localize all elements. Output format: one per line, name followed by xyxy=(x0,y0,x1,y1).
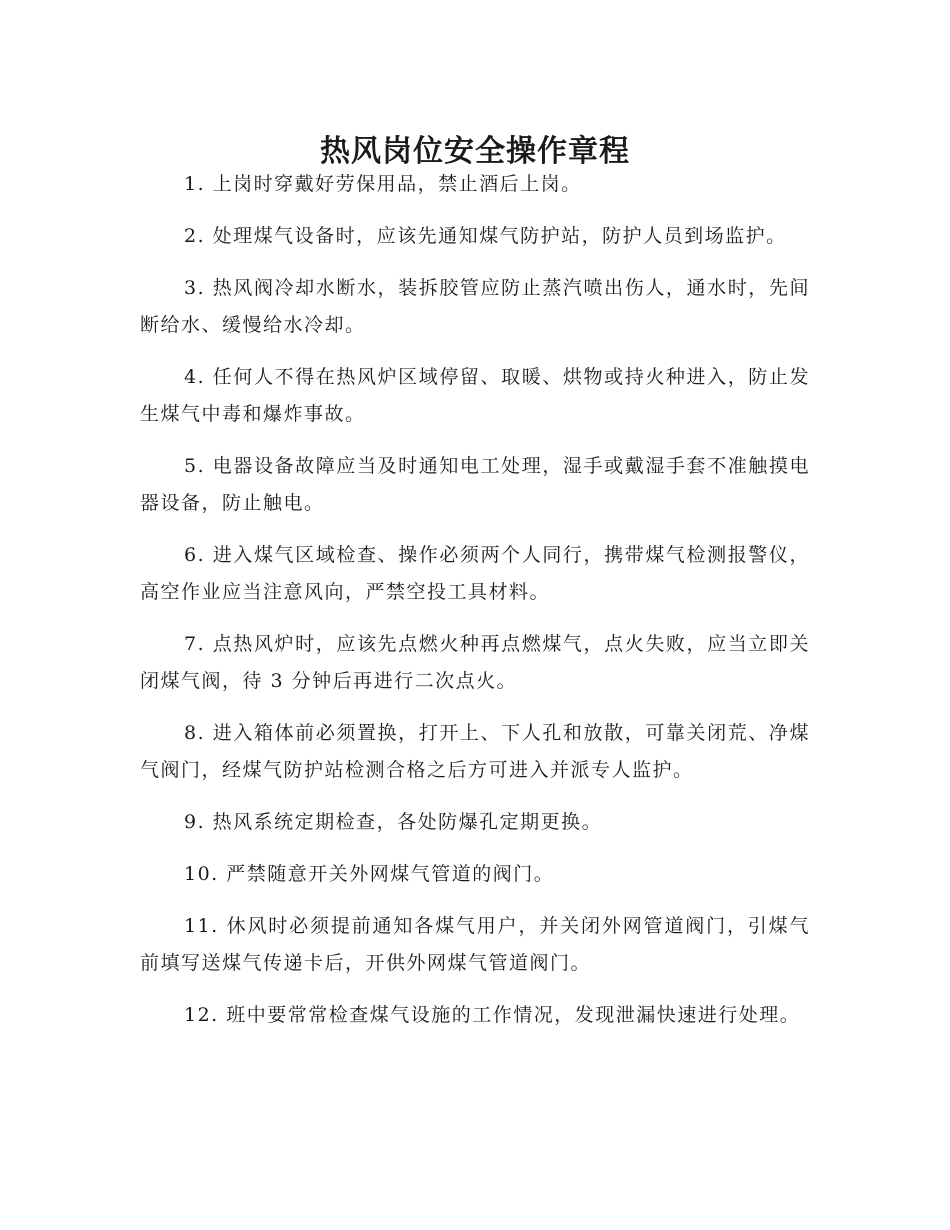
paragraph-4: 4. 任何人不得在热风炉区域停留、取暖、烘物或持火种进入，防止发生煤气中毒和爆炸事故。 xyxy=(140,366,810,425)
paragraph-1: 1. 上岗时穿戴好劳保用品，禁止酒后上岗。 xyxy=(184,173,582,195)
paragraph-8: 8. 进入箱体前必须置换，打开上、下人孔和放散，可靠关闭荒、净煤气阀门，经煤气防护站检测合格之后方可进入并派专人监护。 xyxy=(140,722,810,781)
paragraph-11: 11. 休风时必须提前通知各煤气用户，并关闭外网管道阀门，引煤气前填写送煤气传递卡后，开供外网煤气管道阀门。 xyxy=(140,915,810,974)
paragraph-6: 6. 进入煤气区域检查、操作必须两个人同行，携带煤气检测报警仪，高空作业应当注意风向，严禁空投工具材料。 xyxy=(140,544,810,603)
paragraph-9: 9. 热风系统定期检查，各处防爆孔定期更换。 xyxy=(184,811,603,833)
paragraph-7: 7. 点热风炉时，应该先点燃火种再点燃煤气，点火失败，应当立即关闭煤气阀，待 3 分钟后再进行二次点火。 xyxy=(140,633,810,692)
paragraph-12: 12. 班中要常常检查煤气设施的工作情况，发现泄漏快速进行处理。 xyxy=(184,1004,801,1026)
paragraph-10: 10. 严禁随意开关外网煤气管道的阀门。 xyxy=(184,863,555,885)
paragraph-3: 3. 热风阀冷却水断水，装拆胶管应防止蒸汽喷出伤人，通水时，先间断给水、缓慢给水冷却。 xyxy=(140,277,810,336)
document-title: 热风岗位安全操作章程 xyxy=(320,134,630,170)
paragraph-2: 2. 处理煤气设备时，应该先通知煤气防护站，防护人员到场监护。 xyxy=(184,225,787,247)
paragraph-5: 5. 电器设备故障应当及时通知电工处理，湿手或戴湿手套不准触摸电器设备，防止触电。 xyxy=(140,455,810,514)
document-body xyxy=(140,166,810,1049)
